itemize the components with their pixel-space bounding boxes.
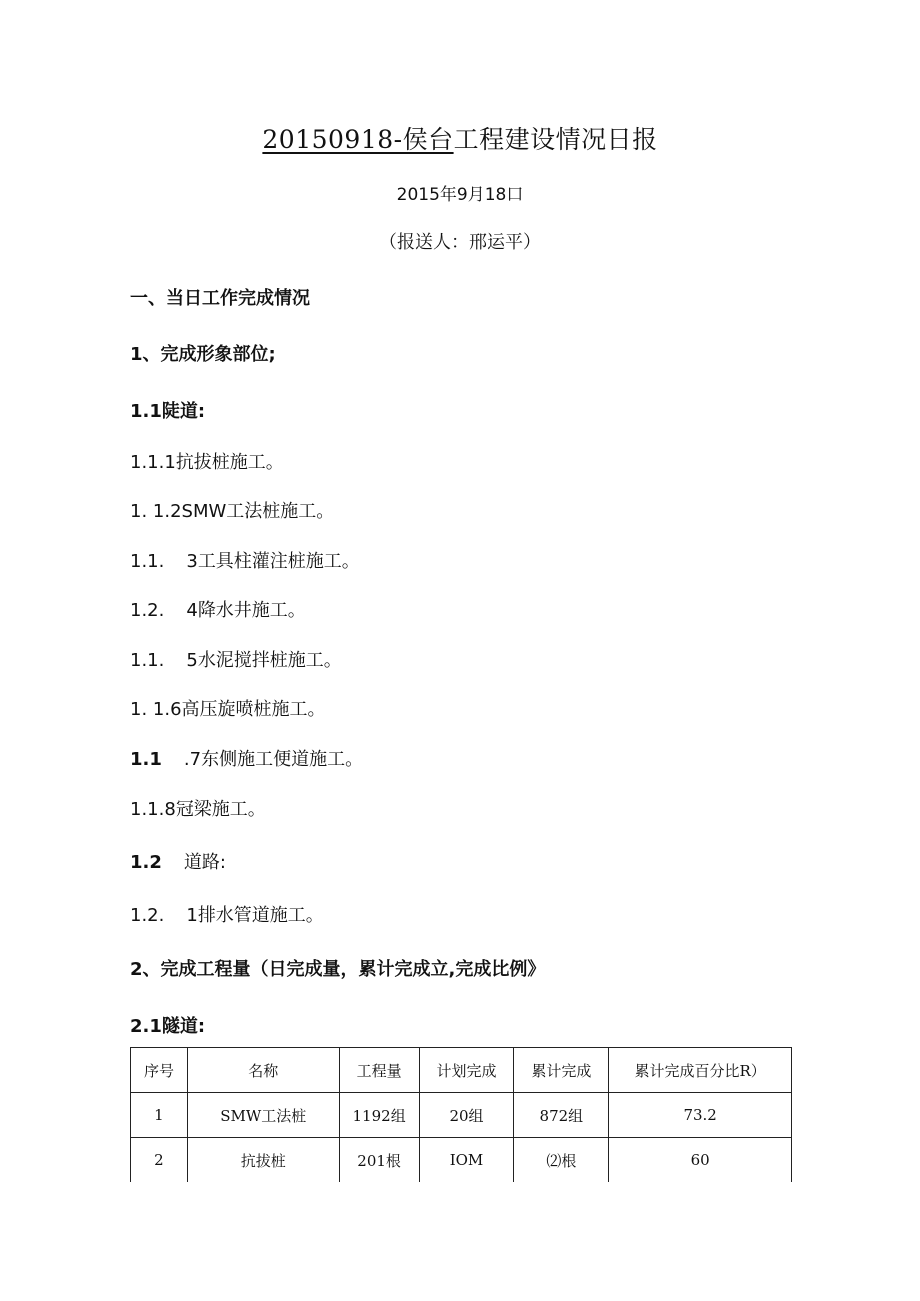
work-item-text: 降水井施工。 xyxy=(197,600,306,621)
table-header-cell: 名称 xyxy=(187,1048,339,1093)
table-cell: 201根 xyxy=(339,1138,419,1183)
work-item-text: 水泥搅拌桩施工。 xyxy=(197,650,342,671)
section-heading-1: 一、当日工作完成情况 xyxy=(130,288,310,309)
table-row xyxy=(131,1138,792,1183)
table-header-cell: 累计完成 xyxy=(514,1048,609,1093)
report-title-date-part: 20150918-侯台 xyxy=(262,125,454,154)
table-cell: 60 xyxy=(609,1138,792,1183)
work-item-number-suffix: .7 xyxy=(183,749,202,770)
work-item-text: 排水管道施工。 xyxy=(197,905,324,926)
work-item-text: 抗拔桩施工。 xyxy=(175,452,284,473)
quantity-table xyxy=(130,1047,792,1182)
table-cell: SMW工法桩 xyxy=(187,1093,339,1138)
work-item-number: 1.1. xyxy=(130,650,165,671)
table-header-cell: 工程量 xyxy=(339,1048,419,1093)
section-heading-2: 2、完成工程量（日完成量，累计完成立,完成比例》 xyxy=(130,959,546,980)
section-heading-2-1: 2.1隧道: xyxy=(130,1016,206,1037)
work-item-number: 1.1.8 xyxy=(130,799,176,820)
reporter-line: （报送人：邢运平） xyxy=(379,232,541,253)
report-title-text-part: 工程建设情况日报 xyxy=(453,125,658,154)
section-heading-road-number: 1.2 xyxy=(130,852,162,873)
table-cell: 20组 xyxy=(419,1093,514,1138)
work-item-number-suffix: 5 xyxy=(186,650,198,671)
table-cell: IOM xyxy=(419,1138,514,1183)
work-item-number: 1.1.1 xyxy=(130,452,176,473)
section-heading-road-text: 道路: xyxy=(183,852,226,873)
work-item-number: 1.2. xyxy=(130,600,165,621)
work-item-text: SMW工法桩施工。 xyxy=(181,501,335,522)
table-cell: 2 xyxy=(131,1138,188,1183)
work-item-text: 东侧施工便道施工。 xyxy=(201,749,364,770)
section-heading-1-1: 1、完成形象部位; xyxy=(130,344,276,365)
work-item-text: 工具柱灌注桩施工。 xyxy=(197,551,360,572)
table-row xyxy=(131,1093,792,1138)
table-header-cell: 序号 xyxy=(131,1048,188,1093)
work-item-number-suffix: 4 xyxy=(186,600,198,621)
work-item-text: 冠梁施工。 xyxy=(175,799,266,820)
report-date: 2015年9月18口 xyxy=(396,185,524,205)
table-cell: ⑵根 xyxy=(514,1138,609,1183)
work-item-number-suffix: 3 xyxy=(186,551,198,572)
work-item-number: 1. 1.6 xyxy=(130,699,182,720)
section-heading-tunnel: 1.1陡道: xyxy=(130,401,206,422)
work-item-number: 1.2. xyxy=(130,905,165,926)
table-header-row xyxy=(131,1048,792,1093)
table-header-cell: 累计完成百分比R） xyxy=(609,1048,792,1093)
work-item-number-suffix: 1 xyxy=(186,905,198,926)
table-cell: 抗拔桩 xyxy=(187,1138,339,1183)
table-cell: 73.2 xyxy=(609,1093,792,1138)
work-item-number: 1.1 xyxy=(130,749,162,770)
work-item-number: 1. 1.2 xyxy=(130,501,182,522)
table-header-cell: 计划完成 xyxy=(419,1048,514,1093)
work-item-text: 高压旋喷桩施工。 xyxy=(181,699,326,720)
table-cell: 1192组 xyxy=(339,1093,419,1138)
table-cell: 1 xyxy=(131,1093,188,1138)
work-item-number: 1.1. xyxy=(130,551,165,572)
table-cell: 872组 xyxy=(514,1093,609,1138)
